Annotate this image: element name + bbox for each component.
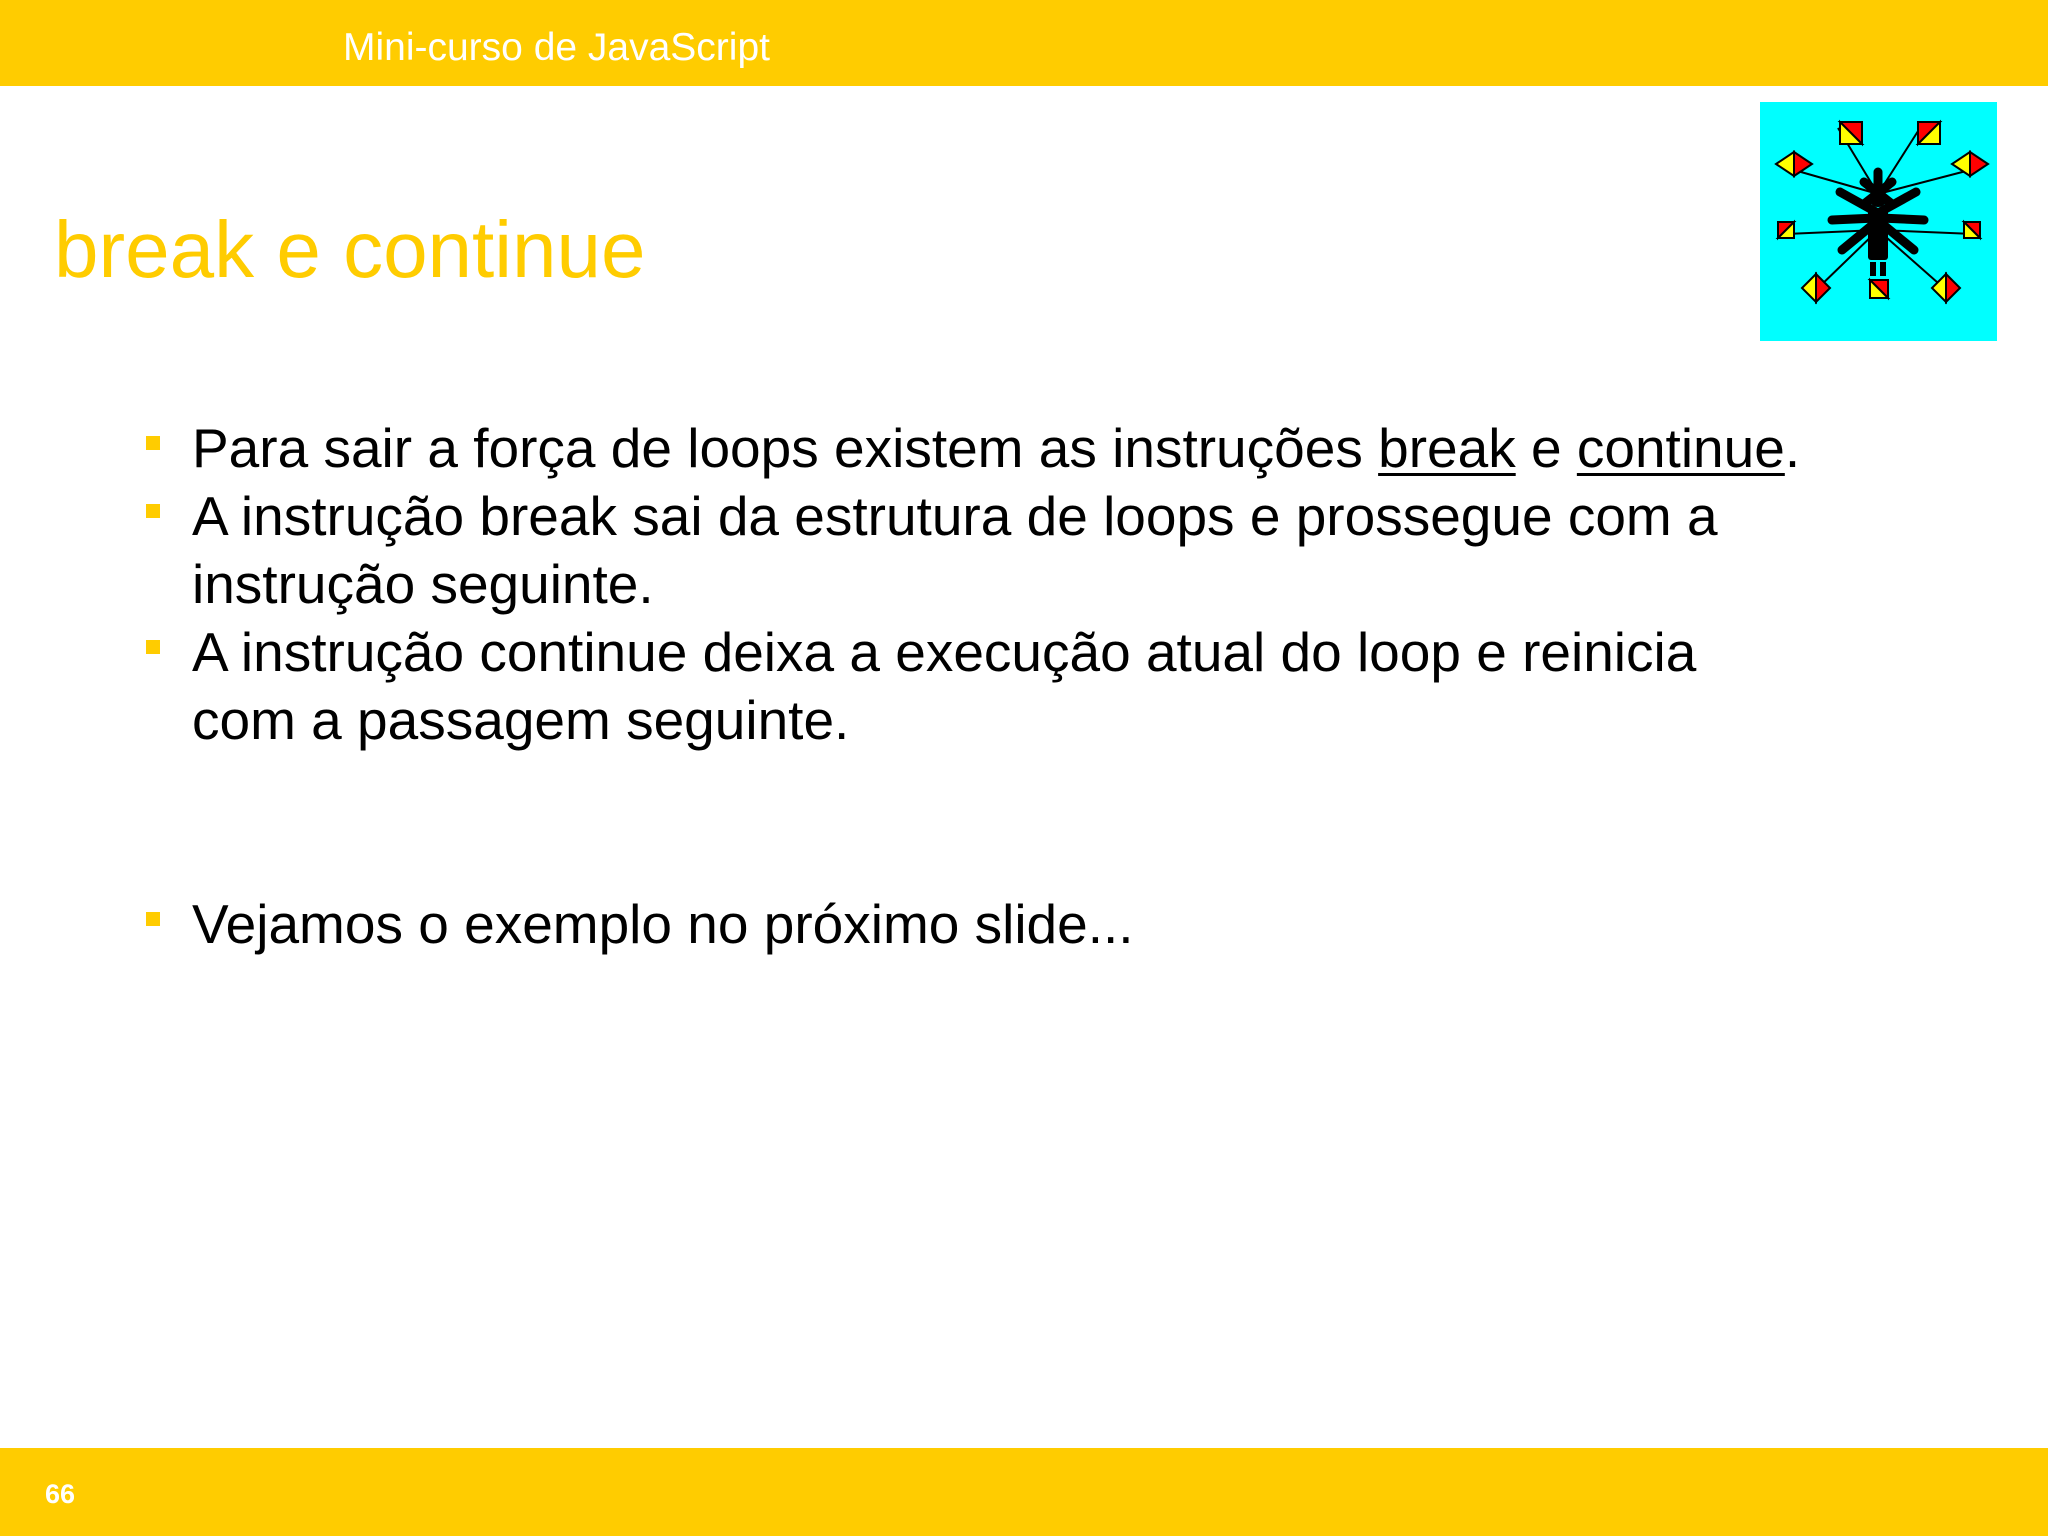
bullet-text-line: A instrução break sai da estrutura de loops e prossegue com a <box>192 485 1718 547</box>
bullet-text: Vejamos o exemplo no próximo slide... <box>192 893 1134 955</box>
semaphore-flags-icon <box>1760 102 1997 341</box>
page-number: 66 <box>45 1479 76 1509</box>
footer-bar <box>0 1448 2048 1536</box>
bullet-square-icon <box>146 504 160 518</box>
bullet-text-line: instrução seguinte. <box>192 553 654 615</box>
course-title: Mini-curso de JavaScript <box>343 26 770 69</box>
bullet-text: e <box>1515 417 1577 479</box>
bullet-text-line: com a passagem seguinte. <box>192 689 850 751</box>
header-bar <box>0 0 2048 86</box>
bullet-item <box>192 618 1892 754</box>
bullet-square-icon <box>146 912 160 926</box>
bullet-text-line: A instrução continue deixa a execução atual do loop e reinicia <box>192 621 1697 683</box>
continue-link[interactable]: continue <box>1576 417 1785 479</box>
bullet-item <box>192 890 1892 958</box>
bullet-item <box>192 482 1892 618</box>
slide-title: break e continue <box>54 205 646 294</box>
bullet-square-icon <box>146 640 160 654</box>
bullet-text: . <box>1784 417 1801 479</box>
bullet-text: Para sair a força de loops existem as instruções <box>192 417 1379 479</box>
break-link[interactable]: break <box>1378 417 1516 479</box>
bullet-square-icon <box>146 436 160 450</box>
bullet-item <box>192 414 1892 482</box>
